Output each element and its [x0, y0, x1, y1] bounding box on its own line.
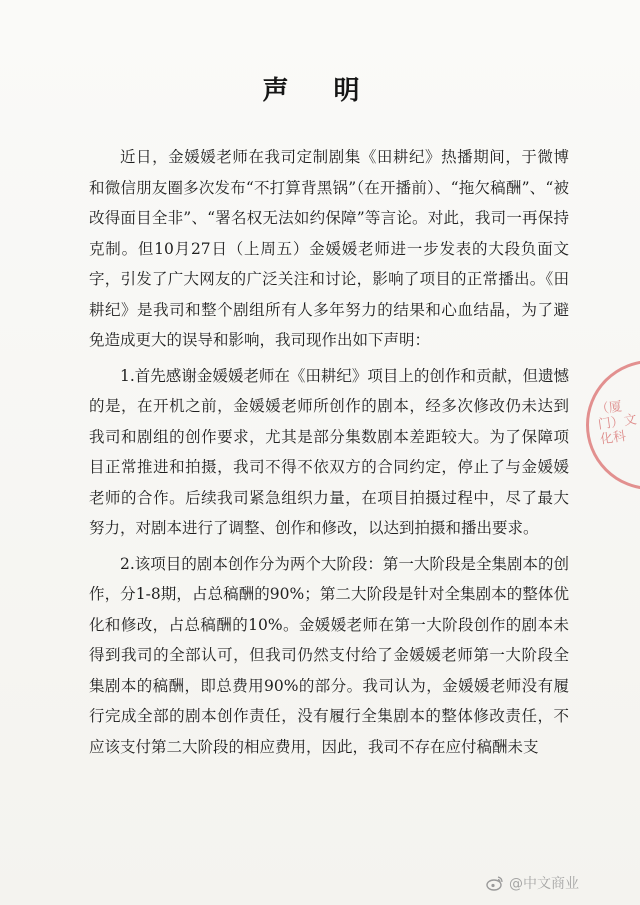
paragraph-point-1: 1.首先感谢金媛媛老师在《田耕纪》项目上的创作和贡献，但遗憾的是，在开机之前，金媛媛老师所创作的剧本，经多次修改仍未达到我司和剧组的创作要求，尤其是部分集数剧本差距较大。为了保障项目正常推进和拍摄，我司不得不依双方的合同约定，停止了与金媛媛老师的合作。后续我司紧急组织力量，在项目拍摄过程中，尽了最大努力，对剧本进行了调整、创作和修改，以达到拍摄和播出要求。: [89, 366, 569, 537]
watermark-text: @中文商业: [509, 876, 579, 892]
document-body: [89, 142, 569, 762]
weibo-icon: [486, 875, 504, 891]
document-title: 声 明: [262, 76, 378, 106]
paragraph-point-2: 2.该项目的剧本创作分为两个大阶段：第一大阶段是全集剧本的创作，分1-8期，占总稿酬的90%；第二大阶段是针对全集剧本的整体优化和修改，占总稿酬的10%。金媛媛老师在第一大阶段创作的剧本未得到我司的全部认可，但我司仍然支付给了金媛媛老师第一大阶段全集剧本的稿酬，即总费用90%的部分。我司认为，金媛媛老师没有履行完成全部的剧本创作责任，没有履行全集剧本的整体修改责任，不应该支付第二大阶段的相应费用，因此，我司不存在应付稿酬未支: [89, 554, 569, 756]
weibo-watermark: [486, 872, 579, 894]
company-seal-text: （厦门）文化科: [595, 399, 638, 448]
paragraph-intro: 近日，金媛媛老师在我司定制剧集《田耕纪》热播期间，于微博和微信朋友圈多次发布“不打算背黑锅”（在开播前）、“拖欠稿酬”、“被改得面目全非”、“署名权无法如约保障”等言论。对此，我司一再保持克制。但10月27日（上周五）金媛媛老师进一步发表的大段负面文字，引发了广大网友的广泛关注和讨论，影响了项目的正常播出。《田耕纪》是我司和整个剧组所有人多年努力的结果和心血结晶，为了避免造成更大的误导和影响，我司现作出如下声明：: [89, 148, 569, 349]
